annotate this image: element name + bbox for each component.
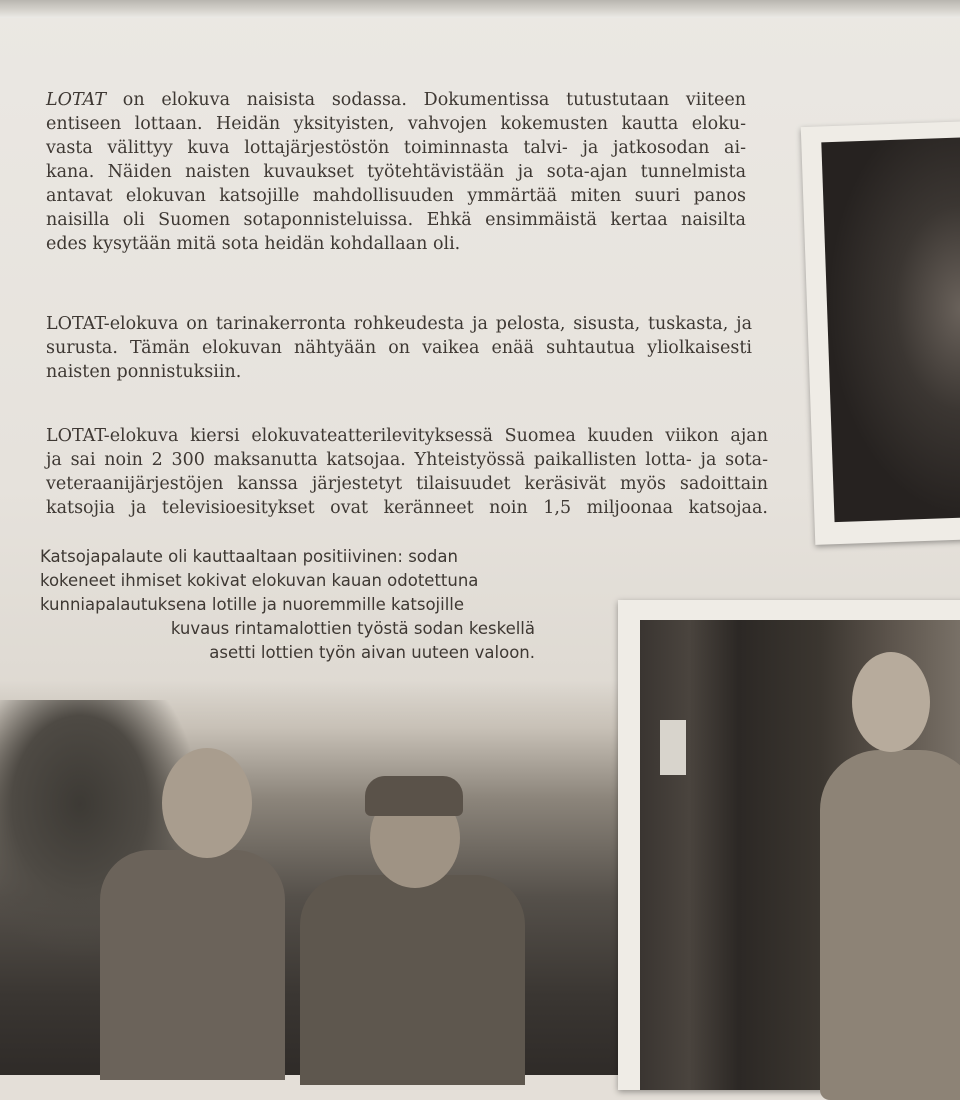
text-line: antavat elokuvan katsojille mahdollisuuden ymmärtää miten suuri panos xyxy=(46,186,746,206)
door-highlight xyxy=(660,720,686,775)
text-line: kokeneet ihmiset kokivat elokuvan kauan odotettuna xyxy=(40,571,479,590)
text-line: Katsojapalaute oli kauttaaltaan positiivinen: sodan xyxy=(40,547,458,566)
text-line: naisten ponnistuksiin. xyxy=(46,362,242,382)
woman-face xyxy=(852,652,930,752)
text-line: LOTAT-elokuva kiersi elokuvateatterilevityksessä Suomea kuuden viikon ajan xyxy=(46,426,768,446)
boy-cap xyxy=(365,776,463,816)
paragraph-intro xyxy=(46,88,746,256)
smiling-woman-photo xyxy=(618,600,960,1090)
text-line: katsojia ja televisioesitykset ovat keränneet noin 1,5 miljoonaa katsojaa. xyxy=(46,498,768,518)
woman-figure xyxy=(820,750,960,1100)
smiling-woman-photo-image xyxy=(640,620,960,1090)
paragraph-feedback xyxy=(40,545,535,665)
text-line: veteraanijärjestöjen kanssa järjestetyt tilaisuudet keräsivät myös sadoittain xyxy=(46,474,768,494)
portrait-photo xyxy=(801,121,960,545)
text-line: kuvaus rintamalottien työstä sodan keskellä xyxy=(170,619,535,638)
boy-figure xyxy=(300,875,525,1085)
text-line: LOTAT-elokuva on tarinakerronta rohkeudesta ja pelosta, sisusta, tuskasta, ja xyxy=(46,314,752,334)
paragraph-courage xyxy=(46,312,752,384)
text-line: ja sai noin 2 300 maksanutta katsojaa. Yhteistyössä paikallisten lotta- ja sota- xyxy=(46,450,768,470)
paragraph-distribution xyxy=(46,424,768,520)
text-line: naisilla oli Suomen sotaponnisteluissa. Ehkä ensimmäistä kertaa naisilta xyxy=(46,210,746,230)
portrait-photo-image xyxy=(821,137,960,522)
film-title: LOTAT xyxy=(46,90,107,110)
girl-face xyxy=(162,748,252,858)
text-line: entiseen lottaan. Heidän yksityisten, vahvojen kokemusten kautta eloku- xyxy=(46,114,746,134)
text-line: vasta välittyy kuva lottajärjestöstön toiminnasta talvi- ja jatkosodan ai- xyxy=(46,138,746,158)
text-line: asetti lottien työn aivan uuteen valoon. xyxy=(209,643,535,662)
text-line: kunniapalautuksena lotille ja nuoremmille katsojille xyxy=(40,595,465,614)
text-line: LOTAT on elokuva naisista sodassa. Dokumentissa tutustutaan viiteen xyxy=(46,90,746,110)
two-children-photo xyxy=(0,680,618,1075)
text-line: edes kysytään mitä sota heidän kohdallaan oli. xyxy=(46,234,461,254)
page-top-edge xyxy=(0,0,960,18)
girl-figure xyxy=(100,850,285,1080)
text-line: kana. Näiden naisten kuvaukset työtehtävistään ja sota-ajan tunnelmista xyxy=(46,162,746,182)
text-line: surusta. Tämän elokuvan nähtyään on vaikea enää suhtautua yliolkaisesti xyxy=(46,338,752,358)
